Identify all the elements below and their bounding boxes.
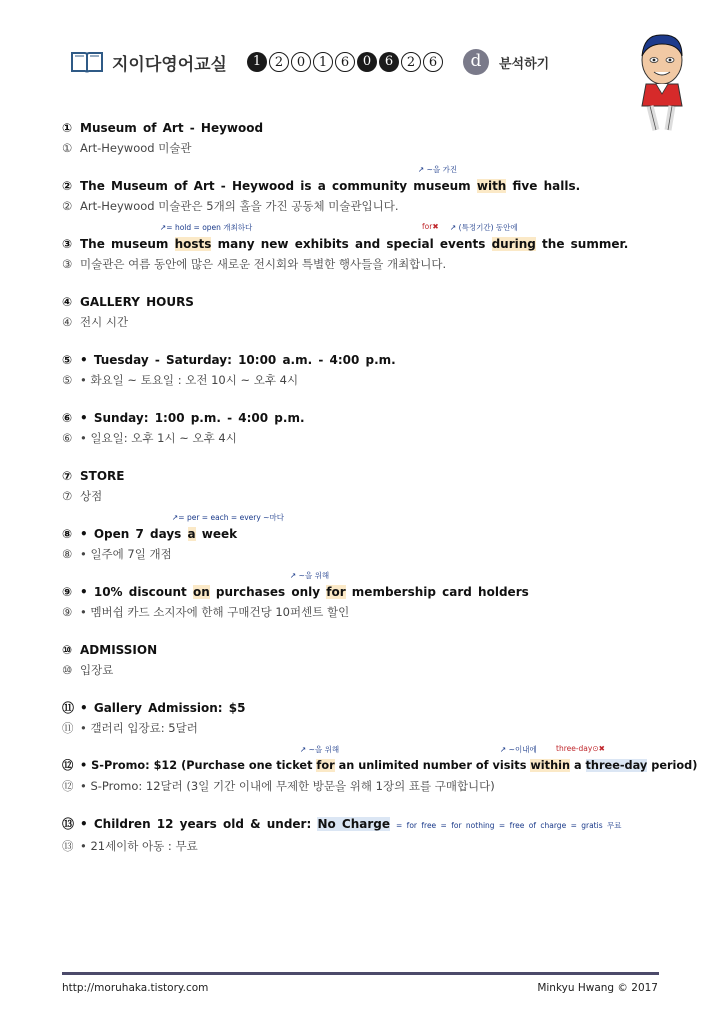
sentence-5 [62,350,662,390]
english-line: ⑤ • Tuesday - Saturday: 10:00 a.m. - 4:00 p.m. [62,353,396,367]
highlight-during: during [491,237,536,251]
lesson-code [247,52,443,72]
sentence-9 [62,571,662,622]
korean-line: ⑤ • 화요일 ~ 토요일 : 오전 10시 ~ 오후 4시 [62,373,299,387]
code-digit: 6 [335,52,355,72]
annotation-per-week: ↗= per = each = every ~마다 [172,513,284,522]
header [70,42,549,82]
annotation-hosts: ↗= hold = open 개최하다 [160,223,253,232]
english-line: ⑬ • Children 12 years old & under: No Charge = for free = for nothing = free of charge = gratis 무료 [62,817,622,831]
code-digit: 1 [313,52,333,72]
annotation-for-visits: ↗ ~을 위해 [300,745,340,754]
highlight-for: for [316,759,335,772]
section-badge: d [463,49,489,75]
sentence-12 [62,744,698,796]
korean-line: ⑥ • 일요일: 오후 1시 ~ 오후 4시 [62,431,237,445]
korean-line: ⑫ • S-Promo: 12달러 (3일 기간 이내에 무제한 방문을 위해 1장의 표를 구매합니다) [62,779,495,793]
book-icon [70,49,104,75]
highlight-no-charge: No Charge [317,817,391,831]
worksheet-body [62,118,698,874]
code-digit: 2 [401,52,421,72]
korean-line: ⑬ • 21세이하 아동 : 무료 [62,839,198,853]
brand-title: 지이다영어교실 [112,54,227,75]
avatar-cartoon [632,30,692,132]
sentence-3 [62,222,662,274]
sentence-13 [62,814,662,856]
highlight-on: on [192,585,210,599]
annotation-with: ↗ ~을 가진 [418,165,458,174]
highlight-three-day: three-day [585,759,648,772]
highlight-with: with [476,179,507,193]
sentence-10 [62,640,662,680]
annotation-for-membership: ↗ ~을 위해 [290,571,330,580]
korean-line: ⑦ 상점 [62,489,103,503]
english-line: ⑪ • Gallery Admission: $5 [62,701,246,715]
code-digit: 0 [357,52,377,72]
korean-line: ⑪ • 갤러리 입장료: 5달러 [62,721,198,735]
english-line: ⑩ ADMISSION [62,643,158,657]
annotation-within: ↗ ~이내에 [500,745,537,754]
korean-line: ① Art-Heywood 미술관 [62,141,192,155]
sentence-7 [62,466,662,506]
english-line: ④ GALLERY HOURS [62,295,194,309]
analyze-label: 분석하기 [498,56,550,72]
annotation-for-wrong: for✖ [422,222,439,231]
footer-url[interactable]: http://moruhaka.tistory.com [62,982,209,994]
sentence-11 [62,698,662,738]
english-line: ⑧ • Open 7 days a week [62,527,238,541]
english-line: ⑫ • S-Promo: $12 (Purchase one ticket for an unlimited number of visits within a three-day period) [62,759,698,772]
korean-line: ③ 미술관은 여름 동안에 많은 새로운 전시회와 특별한 행사들을 개최합니다. [62,257,447,271]
footer-author: Minkyu Hwang © 2017 [537,982,658,994]
highlight-a: a [187,527,196,541]
annotation-no-charge: = for free = for nothing = free of charge = gratis 무료 [396,821,622,830]
english-line: ③ The museum hosts many new exhibits and special events during the summer. [62,237,629,251]
sentence-2 [62,165,662,216]
korean-line: ⑧ • 일주에 7일 개점 [62,547,172,561]
sentence-1 [62,118,662,158]
english-line: ② The Museum of Art - Heywood is a community museum with five halls. [62,179,581,193]
korean-line: ⑨ • 멤버쉽 카드 소지자에 한해 구매건당 10퍼센트 할인 [62,605,350,619]
footer-divider [62,972,659,975]
code-digit: 6 [379,52,399,72]
highlight-for: for [326,585,346,599]
code-digit: 0 [291,52,311,72]
annotation-three-day: three-day⊙✖ [556,744,605,753]
korean-line: ⑩ 입장료 [62,663,114,677]
annotation-during: ↗ (특정기간) 동안에 [450,223,518,232]
code-digit: 1 [247,52,267,72]
highlight-within: within [530,759,571,772]
sentence-8 [62,513,662,564]
english-line: ⑦ STORE [62,469,125,483]
english-line: ① Museum of Art - Heywood [62,121,264,135]
highlight-hosts: hosts [174,237,212,251]
sentence-4 [62,292,662,332]
sentence-6 [62,408,662,448]
code-digit: 2 [269,52,289,72]
english-line: ⑨ • 10% discount on purchases only for membership card holders [62,585,529,599]
english-line: ⑥ • Sunday: 1:00 p.m. - 4:00 p.m. [62,411,305,425]
korean-line: ② Art-Heywood 미술관은 5개의 홀을 가진 공동체 미술관입니다. [62,199,399,213]
code-digit: 6 [423,52,443,72]
korean-line: ④ 전시 시간 [62,315,129,329]
